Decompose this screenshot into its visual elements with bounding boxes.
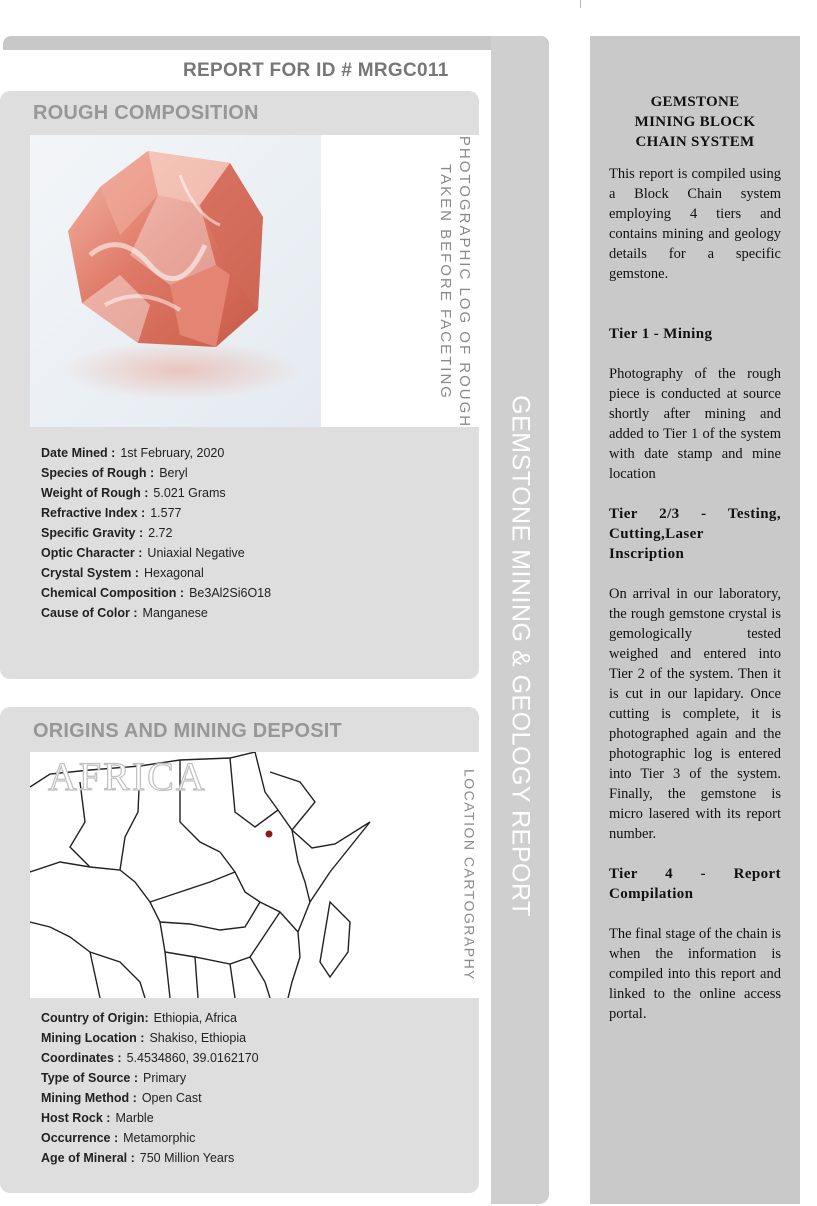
rough-property-row <box>41 523 271 543</box>
property-label: Specific Gravity : <box>41 526 144 540</box>
mining-location-marker <box>266 831 273 838</box>
property-label: Date Mined : <box>41 446 116 460</box>
property-value: Open Cast <box>141 1091 202 1105</box>
sidebar-title-line3: CHAIN SYSTEM <box>635 134 755 150</box>
report-top-bar <box>3 36 549 50</box>
rough-properties-list <box>41 443 271 623</box>
property-label: Optic Character : <box>41 546 143 560</box>
origins-title: ORIGINS AND MINING DEPOSIT <box>33 720 342 742</box>
tier23-text: On arrival in our laboratory, the rough gemstone crystal is gemologically tested weighed and entered into Tier 2 of the system. Then it is cut in our lapidary. Once cutting is complete, it is photographed again and the photographic log is entered into Tier 3 of the system. Finally, the gemstone is micro lasered with its report number. <box>609 586 781 842</box>
origins-properties-list <box>41 1008 259 1168</box>
property-value: Beryl <box>159 466 188 480</box>
rough-gem-photo <box>30 135 321 427</box>
tier4-heading: Tier 4 - Report Compilation <box>609 866 781 902</box>
origins-property-row <box>41 1088 259 1108</box>
rough-photo-caption <box>436 136 474 428</box>
map-africa-label: AFRICA <box>48 754 207 799</box>
property-value: 5.021 Grams <box>153 486 226 500</box>
rough-gem-image <box>30 135 321 427</box>
property-value: 2.72 <box>148 526 173 540</box>
property-label: Type of Source : <box>41 1071 139 1085</box>
tier1-heading: Tier 1 - Mining <box>609 326 713 342</box>
property-label: Crystal System : <box>41 566 139 580</box>
origins-property-row <box>41 1128 259 1148</box>
property-label: Age of Mineral : <box>41 1151 135 1165</box>
property-value: Manganese <box>142 606 208 620</box>
sidebar-intro: This report is compiled using a Block Chain system employing 4 tiers and contains mining and geology details for a specific gemstone. <box>609 166 781 282</box>
origins-property-row <box>41 1008 259 1028</box>
rough-photo-caption-line1: PHOTOGRAPHIC LOG OF ROUGH <box>456 135 473 429</box>
property-label: Species of Rough : <box>41 466 155 480</box>
property-value: Marble <box>115 1111 154 1125</box>
tier1-text: Photography of the rough piece is conducted at source shortly after mining and added to Tier 1 of the system with date stamp and mine location <box>609 366 781 482</box>
property-value: Be3Al2Si6O18 <box>189 586 272 600</box>
africa-map-image <box>30 752 390 998</box>
report-id-title: REPORT FOR ID # MRGC011 <box>183 60 449 81</box>
property-value: Hexagonal <box>143 566 204 580</box>
map-caption: LOCATION CARTOGRAPHY <box>461 768 478 982</box>
property-label: Host Rock : <box>41 1111 111 1125</box>
property-label: Mining Location : <box>41 1031 145 1045</box>
property-label: Refractive Index : <box>41 506 146 520</box>
rough-property-row <box>41 583 271 603</box>
property-label: Chemical Composition : <box>41 586 185 600</box>
rough-composition-title: ROUGH COMPOSITION <box>33 102 259 124</box>
property-value: Uniaxial Negative <box>147 546 245 560</box>
origins-property-row <box>41 1108 259 1128</box>
property-label: Weight of Rough : <box>41 486 149 500</box>
property-value: 1.577 <box>150 506 182 520</box>
property-value: 5.4534860, 39.0162170 <box>126 1051 259 1065</box>
rough-property-row <box>41 603 271 623</box>
property-value: 750 Million Years <box>139 1151 235 1165</box>
sidebar-title <box>609 92 781 152</box>
property-label: Country of Origin: <box>41 1011 149 1025</box>
property-label: Occurrence : <box>41 1131 119 1145</box>
origins-property-row <box>41 1068 259 1088</box>
sidebar-title-line2: MINING BLOCK <box>634 114 756 130</box>
rough-property-row <box>41 443 271 463</box>
property-label: Cause of Color : <box>41 606 138 620</box>
rough-property-row <box>41 463 271 483</box>
rough-property-row <box>41 503 271 523</box>
tier23-heading: Tier 2/3 - Testing, Cutting,Laser Inscription <box>609 506 781 562</box>
sidebar-title-line1: GEMSTONE <box>650 94 740 110</box>
sidebar-content <box>609 92 781 1044</box>
origins-property-row <box>41 1028 259 1048</box>
vertical-banner-text: GEMSTONE MINING & GEOLOGY REPORT <box>506 395 535 917</box>
rough-photo-caption-line2: TAKEN BEFORE FACETING <box>437 164 454 400</box>
property-label: Coordinates : <box>41 1051 122 1065</box>
property-value: Shakiso, Ethiopia <box>149 1031 247 1045</box>
origins-property-row <box>41 1048 259 1068</box>
top-tick-mark <box>580 0 581 8</box>
rough-property-row <box>41 483 271 503</box>
rough-property-row <box>41 563 271 583</box>
property-label: Mining Method : <box>41 1091 137 1105</box>
property-value: Ethiopia, Africa <box>153 1011 238 1025</box>
tier4-text: The final stage of the chain is when the information is compiled into this report and linked to the online access portal. <box>609 926 781 1022</box>
vertical-banner-text-area <box>491 36 549 1204</box>
africa-map <box>30 752 390 998</box>
property-value: 1st February, 2020 <box>120 446 225 460</box>
rough-property-row <box>41 543 271 563</box>
property-value: Metamorphic <box>123 1131 196 1145</box>
origins-property-row <box>41 1148 259 1168</box>
property-value: Primary <box>143 1071 187 1085</box>
